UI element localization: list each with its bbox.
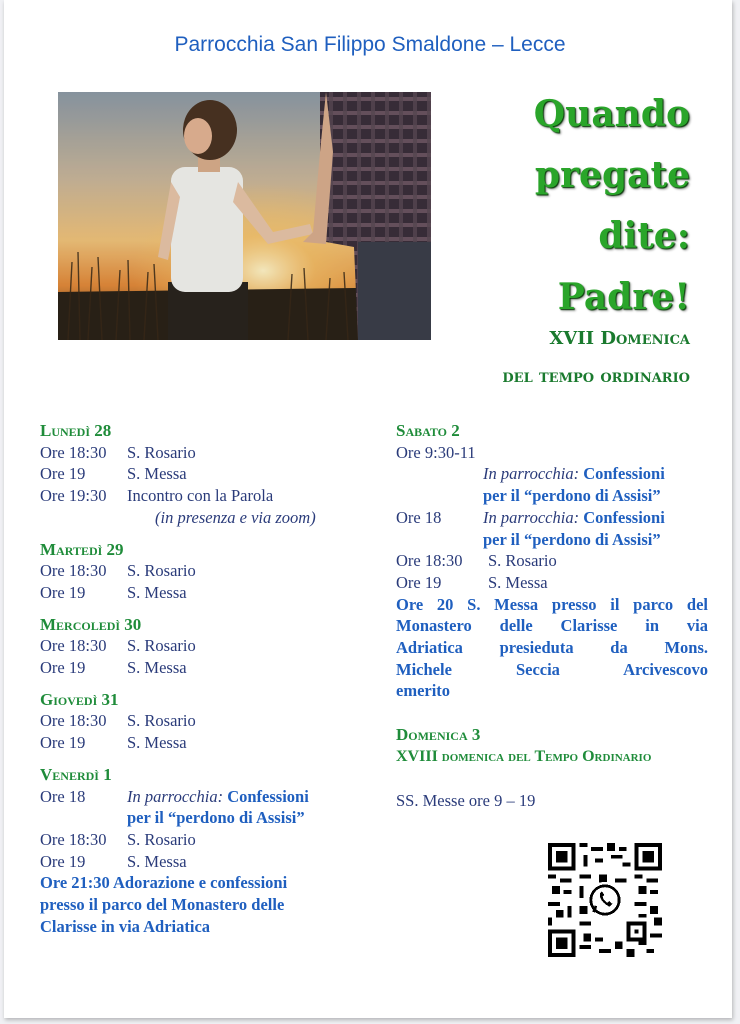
event-confessioni: Confessioni — [583, 507, 665, 527]
time: Ore 18:30 — [40, 442, 107, 462]
schedule-row — [40, 582, 370, 604]
schedule-row — [40, 442, 370, 464]
day-monday: Lunedì 28 — [40, 421, 112, 440]
time: Ore 18:30 — [40, 829, 107, 849]
schedule-row — [40, 829, 370, 851]
day-friday: Venerdì 1 — [40, 764, 112, 784]
event: S. Rosario — [127, 561, 196, 581]
event: S. Rosario — [127, 711, 196, 731]
schedule-row — [40, 710, 370, 732]
headline-line-1: Quando — [533, 93, 690, 135]
event-perdono-assisi: per il “perdono di Assisi” — [127, 808, 305, 828]
event-messa-parco-line-4: Michele Seccia Arcivescovo — [396, 659, 708, 679]
event-adorazione-line-3: Clarisse in via Adriatica — [40, 916, 211, 936]
time: Ore 19 — [40, 582, 86, 602]
time: Ore 19:30 — [40, 486, 107, 506]
time: Ore 19 — [40, 733, 86, 753]
time: Ore 19 — [40, 658, 86, 678]
headline-line-2: pregate — [534, 154, 690, 196]
day-thursday: Giovedì 31 — [40, 689, 119, 709]
event-messa-parco-line-5: emerito — [396, 681, 451, 701]
location-label: In parrocchia: — [483, 507, 580, 527]
time: Ore 19 — [396, 572, 442, 592]
headline-line-3: dite: — [598, 215, 690, 257]
qr-code-icon — [548, 843, 662, 957]
day-saturday: Sabato 2 — [396, 421, 460, 440]
photo-child-and-father — [58, 92, 431, 340]
schedule-row — [40, 732, 370, 754]
event: S. Messa — [127, 658, 187, 678]
event-adorazione-line-2: presso il parco del Monastero delle — [40, 895, 285, 915]
event: S. Rosario — [127, 442, 196, 462]
event: Incontro con la Parola — [127, 486, 274, 506]
event-messa-parco-line-3: Adriatica presieduta da Mons. — [396, 638, 708, 658]
schedule-row — [40, 560, 370, 582]
time: Ore 19 — [40, 464, 86, 484]
schedule-row — [40, 635, 370, 657]
sunday-note: XVIII domenica del Tempo Ordinario — [396, 747, 652, 765]
location-label: In parrocchia: — [483, 464, 580, 484]
left-schedule-column — [40, 420, 370, 937]
day-sunday: Domenica 3 — [396, 725, 481, 745]
subtitle-line-2: del tempo ordinario — [502, 366, 690, 387]
schedule-row — [40, 485, 370, 507]
event: S. Messa — [127, 851, 187, 871]
time: Ore 18 — [396, 507, 442, 527]
event: S. Messa — [488, 572, 548, 592]
event-messa-parco-line-1: Ore 20 S. Messa presso il parco del — [396, 594, 708, 614]
event-adorazione-line-1: Ore 21:30 Adorazione e confessioni — [40, 873, 288, 893]
time: Ore 19 — [40, 851, 86, 871]
schedule-row — [40, 786, 370, 808]
time: Ore 18:30 — [40, 561, 107, 581]
event: S. Messa — [127, 582, 187, 602]
confession-block-1 — [396, 463, 708, 485]
schedule-row — [396, 572, 708, 594]
event-confessioni: Confessioni — [227, 786, 309, 806]
parish-name: Parrocchia San Filippo Smaldone – Lecce — [174, 33, 566, 56]
event: S. Messa — [127, 464, 187, 484]
time: Ore 9:30-11 — [396, 442, 476, 462]
time: Ore 18:30 — [40, 636, 107, 656]
sunday-masses: SS. Messe ore 9 – 19 — [396, 790, 536, 810]
event: S. Rosario — [127, 829, 196, 849]
event-perdono-assisi: per il “perdono di Assisi” — [483, 486, 661, 506]
time: Ore 18 — [40, 786, 86, 806]
event-note: (in presenza e via zoom) — [155, 507, 316, 527]
schedule-row — [396, 507, 708, 529]
event: S. Rosario — [127, 636, 196, 656]
day-wednesday: Mercoledì 30 — [40, 614, 142, 634]
qr-code-image — [548, 843, 662, 957]
subtitle-line-1 — [549, 328, 690, 349]
time: Ore 18:30 — [396, 551, 463, 571]
location-label: In parrocchia: — [127, 786, 224, 806]
headline-line-4: Padre! — [557, 276, 690, 318]
headline — [534, 84, 690, 328]
schedule-row — [40, 463, 370, 485]
day-tuesday: Martedì 29 — [40, 539, 124, 559]
event-perdono-assisi: per il “perdono di Assisi” — [483, 529, 661, 549]
schedule-row — [396, 550, 708, 572]
event: S. Rosario — [488, 551, 557, 571]
event-messa-parco-line-2: Monastero delle Clarisse in via — [396, 616, 708, 636]
event: S. Messa — [127, 733, 187, 753]
right-schedule-column — [396, 420, 708, 811]
event-confessioni: Confessioni — [583, 464, 665, 484]
subtitle-xvii-domenica: XVII Domenica — [549, 328, 690, 349]
time: Ore 18:30 — [40, 711, 107, 731]
schedule-row — [40, 851, 370, 873]
schedule-row — [40, 657, 370, 679]
sunset-photo-image — [58, 92, 431, 340]
